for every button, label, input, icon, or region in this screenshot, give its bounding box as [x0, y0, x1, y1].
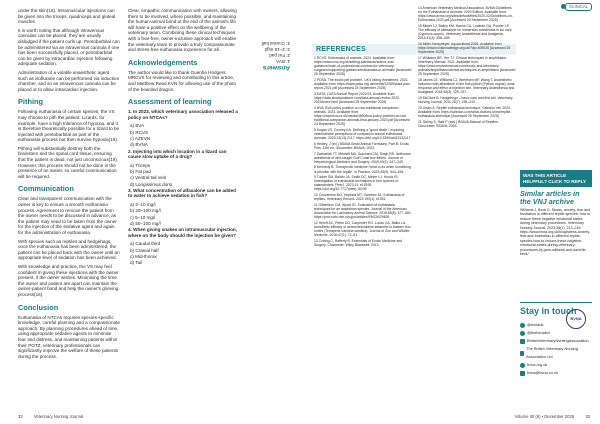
reference-item: 21 Girling S, Raiti P (eds.) BSAVA Manual of Reptiles. Gloucester: BSAVA; 2004.	[418, 119, 499, 128]
option: b) RCVS	[130, 129, 149, 135]
mail-icon	[520, 371, 525, 376]
reference-item: 16 Miller-Hordyneyer. Aquacultural 2025. Available from: https://www.rcvsknowledge.org.uk/?dp=409028 [Accessed 25 September 2025]	[418, 41, 511, 55]
reference-item: 11 Gilbertson CM, Wyatt JD. Evaluation of euthanasia techniques for an amphibian species. Journal of the American Association for Laboratory Animal Science. 2016;55(5): 577–581. https://pmc.ncbi.nlm.nih.gov/articles/PMC5029826	[314, 202, 412, 220]
issue-date: December 2025	[544, 414, 575, 419]
answers-box	[248, 6, 290, 70]
answer-item: 1: BVA	[276, 59, 290, 64]
reference-item: 14 American Veterinary Medical Association. AVMA Guidelines for the Euthanasia of Animals: 2020 Edition. Available from: https://www.avma.org/sites/default/files/2020-02/Guidelines-on-Euthanasia-2020.pdf [Accessed 25 September 2025]	[418, 6, 513, 23]
question-4	[128, 227, 240, 266]
communication-heading: Communication	[18, 184, 74, 194]
reference-item: 4 BVA. BVA policy position on non-traditional companion animals. 2023. Available from: https://www.bva.co.uk/media/4890/bva-policy-position-on-non-traditional-companion-animals-final-january-2023.pdf [Accessed 24 September 2025]	[314, 105, 410, 127]
option: d) 50–100 mg/l	[130, 220, 161, 226]
reference-item: 8 Kennedy B. Therapeutic medicine: what to do when something is peculiar with the reptile. In Practice. 2023;45(9): 544–554.	[314, 165, 411, 174]
page-number: 33	[585, 414, 590, 419]
option: b) Cranial half	[130, 247, 159, 253]
option: c) Ventral tail vein	[130, 175, 167, 181]
option: d) BVNA	[130, 142, 148, 148]
reference-item: 5 Kogan LR, Cooney KA. Defining a "good death": exploring veterinarians' perceptions of companion animal euthanasia. Animals. 2023;13(13):2117. https://doi.org/10.3390/ani13132117	[314, 127, 411, 141]
option: a) Caudal third	[130, 241, 161, 247]
helpful-article-box	[520, 170, 592, 256]
reference-item: 12 Herzft AC, Petrie DG, Carpenter RG, Lucas GA, Balko LA. Anesthetic efficacy of dexmedetomidine-ketamine in eastern box turtles (Terrapene carolina carolina). Journal of Zoo and Wildlife Medicine. 2016;47(1): 72–81.	[314, 220, 411, 238]
para: under the skin(18). Intramuscular injections can be given into the triceps, quadriceps and gluteal muscles.	[18, 8, 116, 25]
question-3	[128, 188, 240, 227]
bvna-logo: BVNA	[566, 309, 586, 329]
stay-in-touch-title: Stay in touch	[520, 306, 577, 316]
stay-in-touch-box	[520, 302, 592, 410]
social-mail[interactable]	[520, 369, 592, 377]
option: b) 20–100 mg/l	[130, 208, 161, 214]
facebook-icon	[520, 339, 525, 344]
reference-item: 7 Zachariah TT, Mitchell MA, Guichard CM, Singh RS. Isoflurane anesthesia of wild-caught Gulf Coast box turtles. Journal of Herpetological Medicine and Surgery. 2009;40(2): 347–349.	[314, 151, 411, 164]
left-column-2	[128, 8, 240, 267]
reference-item: 19 McClure B. Hedgehogs – basic care and first aid. Veterinary Nursing Journal. 2011;26(7): 238–240.	[418, 95, 513, 104]
option: c) Mid-thorax	[130, 254, 157, 260]
ack-text: The author would like to thank Guenhe Hodgers MRCVS for reviewing and contributing to this article, and Matthew Reed KVN for allowing use of the photo of the bearded dragon.	[128, 69, 237, 92]
right-page	[300, 0, 600, 424]
question-2	[128, 149, 240, 188]
answer-item: 3: 2–10 mg/l	[264, 47, 290, 52]
para: Pithing will substantially destroy both the brainstem and the spinal cord tissue, ensuring that the patient is dead, not just unconscious(19). However, this process should not be done in the presence of an owner, so careful communication will be required.	[18, 145, 119, 179]
reference-item: 6 Hedley, J (ed.) BSAVA Small Animal Formulary, Part B: Exotic Pets. 11th ed. Gloucester: BSAVA; 2023.	[314, 141, 410, 150]
social-instagram[interactable]	[520, 329, 592, 337]
option: d) Longissimus dorsi	[130, 181, 173, 187]
left-footer	[18, 414, 83, 419]
linkedin-icon	[520, 351, 524, 356]
social-links	[520, 321, 592, 377]
references-column-1	[314, 56, 412, 411]
option: a) Triceps	[130, 162, 151, 168]
volume: Volume 40 (6)	[514, 414, 541, 419]
title-part: archive	[546, 197, 574, 206]
web-icon	[520, 363, 525, 368]
para: Administration of a volatile anaesthetic agent such as isoflurane can be performed via induction chamber, and so an intravenous cannula can be placed or to allow intracardiac injection.	[18, 69, 120, 92]
question-text: 1. In 2023, which veterinary association released a policy on NTCAs?	[128, 109, 238, 120]
x-icon	[520, 323, 525, 328]
similar-articles-title	[520, 190, 592, 206]
social-linkedin[interactable]	[520, 345, 592, 361]
reference-item: 20 Owen A. Reptile euthanasia technique. Caledon Vet. 2020. Available from: https://caledon.com/what-doctors-know/reptile-euthanasia-technique [Accessed 25 September 2025]	[418, 105, 512, 118]
reference-item: 18 James LE, Williams CJ, Bertelsen MF, Wang T. Anaesthetic induction with alfaxalone in the ball python (Python regius): dose response and effect of injection site. Veterinary Anaesthesia and Analgesia. 2018;45(3): 329–337.	[418, 77, 515, 95]
option: c) 5–10 mg/l	[130, 214, 156, 220]
para: With species such as reptiles and hedgehogs, once the euthanasia has been administered, the patient can be placed back with the owner until an appropriate level of sedation has been achieved.	[18, 238, 120, 261]
social-label: bvna@bvna.co.uk	[527, 370, 559, 375]
answer-item: 2: Fat pad	[269, 53, 290, 58]
pithing-heading: Pithing	[18, 97, 44, 107]
para: Euthanasia of NTCAs requires species-specific knowledge, careful planning and a compassionate approach. By planning procedures ahead of time, using appropriate sedative agents to minimise fear and distress, and maintaining patients within their POTZ, veterinary professionals can significantly improve the welfare of these patients during the process.	[18, 314, 120, 359]
reference-item: 2 PDSA. The exotic pet problem. UK's listing threatened. 2021. Available from: https://www.pdsa.org.uk/media/12085/pdsa-paw-report-2021.pdf [Accessed 24 September 2025]	[314, 78, 411, 91]
assessment-heading: Assessment of learning	[128, 97, 212, 107]
question-text: 3. What concentration of alfaxalone can be added to water to achieve sedation in fish?	[128, 187, 236, 199]
similar-article-link[interactable]: Williams J, Beck D. Stress, anxiety, fear and frustration in different reptile species: how to reduce these negative emotional states during veterinary procedures. Veterinary Nursing Journal. 2023;38(7): 213–216. https://www.bvna.org.uk/blog/stress-anxiety-fear-and-frustration-in-different-reptile-species-how-to-reduce-these-negative-emotional-states-during-veterinary-procedures-by-jane-williams-and-danielle-beck/	[520, 208, 591, 257]
instagram-icon	[520, 331, 525, 336]
question-text: 4. When giving snakes an intramuscular injection, where on the body should the injection be given?	[128, 227, 238, 238]
social-facebook[interactable]	[520, 337, 592, 345]
para: Following euthanasia of certain species, the VS may choose to pith the patient. Lizards, for example, have a high tolerance of hypoxia, and it is therefore theoretically possible for a lizard to be injected with pentobarbital as part of the euthanasia process but then survive hypoxia(19).	[18, 109, 120, 143]
title-part: Similar articles in the	[520, 189, 580, 206]
social-label: BritishVeterinaryNursingAssociation	[527, 338, 589, 343]
para: With knowledge and practice, the VS may feel confident in giving these injections with the owner present, if the owner wishes. Minimising the time the owner and patient are apart can maintain the owner-patient bond and help the owner's grieving process(16).	[18, 263, 119, 297]
option: c) AZEVN	[130, 135, 151, 141]
reference-item: 9 Tucker SM, Balicki JA, Smith DC, Minter LJ, Houck EL. Investigation of euthanasia techniques in four species of salamanders. PeerJ. 2023;11: e16199. https://doi.org/10.7717/peerj.16199	[314, 175, 400, 192]
answer-item: 4: Cranial half	[261, 41, 290, 46]
title-em: VNJ	[532, 197, 547, 206]
right-footer	[514, 414, 590, 419]
clinical-tag: CLINICAL	[565, 3, 592, 11]
social-web[interactable]	[520, 361, 592, 369]
para: It is worth noting that although intravenous cannulas can be placed, they are usually dislodged if the patient curls up. Pentobarbital can be administered via an intravenous cannula if one has been successfully placed, or pentobarbital can be given by intracardiac injection following adequate sedation.	[18, 27, 120, 67]
journal-title: Veterinary Nursing Journal	[33, 414, 84, 419]
option: b) Fat pad	[130, 168, 151, 174]
references-heading: REFERENCES	[312, 44, 516, 55]
reference-item: 3 DATA. DATA Annual Report 2022/23. Available from: https://data.shortlandstore.com/data-annual-review-2022-2023/index.html [Accessed 25 September 2025]	[314, 91, 401, 105]
option: a) 2–10 mg/l	[130, 202, 156, 208]
reference-item: 15 Minter LJ, Bailey KM, Harms CA, Lewbart GA, Posner LP. The efficacy of alfaxalone for immersion anesthesia in koi carp (Cyprinus carpio). Veterinary Anaesthesia and Analgesia. 2014;41(4): 398–405.	[418, 23, 512, 41]
question-1	[128, 109, 240, 148]
answers-heading: Answers	[262, 64, 290, 71]
social-label: The British Veterinary Nursing Association Ltd	[526, 346, 578, 359]
para: Clear, empathic communication with owners, allowing them to be involved, where possible, and maintaining the human-animal bond at the end of the animal's life will have a positive effect on the wellbeing of the veterinary team. Combining these clinical techniques with a fear-free, owner-inclusive approach will enable the veterinary team to provide a truly compassionate and stress-free euthanasia experience for all.	[128, 8, 237, 53]
question-text: 2. Injecting into which location in a lizard can cause slow uptake of a drug?	[128, 148, 227, 160]
conclusion-heading: Conclusion	[18, 302, 59, 312]
social-label: @bvnauk	[527, 322, 544, 327]
reference-item: 13 Cutting C, Rafferty B. Essentials of Exotic Medicine and Surgery. Chichester: Wiley-Blackwell; 2013.	[314, 238, 403, 247]
separator: •	[541, 414, 545, 419]
page-number: 32	[18, 414, 23, 419]
para: Clear and transparent communication with the owner is key to ensure a smooth euthanasia process. Agreement to remove the patient from the owner needs to be discussed in advance, as the patient may need to be taken from the owner for the injection of the sedative agent and again for the administration of euthanasia.	[18, 196, 117, 235]
reference-item: 17 Whitaker BR, Yee TJ. Clinical techniques in amphibians. Veterinary Manual. 2021. Available from: https://www.msdvetmanual.com/exotic-and-laboratory-animals/amphibians/clinical-techniques-in-amphibians [Accessed 25 September 2025]	[418, 55, 516, 77]
option: a) BVA	[130, 123, 145, 129]
references-column-2	[418, 6, 516, 411]
helpful-click-banner[interactable]: WAS THIS ARTICLE HELPFUL? CLICK TO REPLY	[520, 170, 592, 187]
reference-item: 10 Conzemius MG, Hopkins MT, Sanchez AL. Euthanasia of reptiles. Veterinary Record. 2022;190(1): e1051.	[314, 193, 405, 202]
social-label: bvna.org.uk	[527, 362, 548, 367]
social-label: @thebvnabvl	[527, 330, 550, 335]
reference-item: 1 RCVS. Euthanasia of animals. 2024. Available from: https://www.rcvs.org.uk/setting-standards/advice-and-guidance/code-of-professional-conduct-for-veterinary-surgeons/supporting-guidance/euthanasia-of-animals/ [Accessed 25 September 2025]	[314, 56, 412, 77]
acknowledgements-heading: Acknowledgements	[128, 57, 198, 67]
option: d) Tail	[130, 260, 143, 266]
left-column-1	[18, 8, 120, 362]
